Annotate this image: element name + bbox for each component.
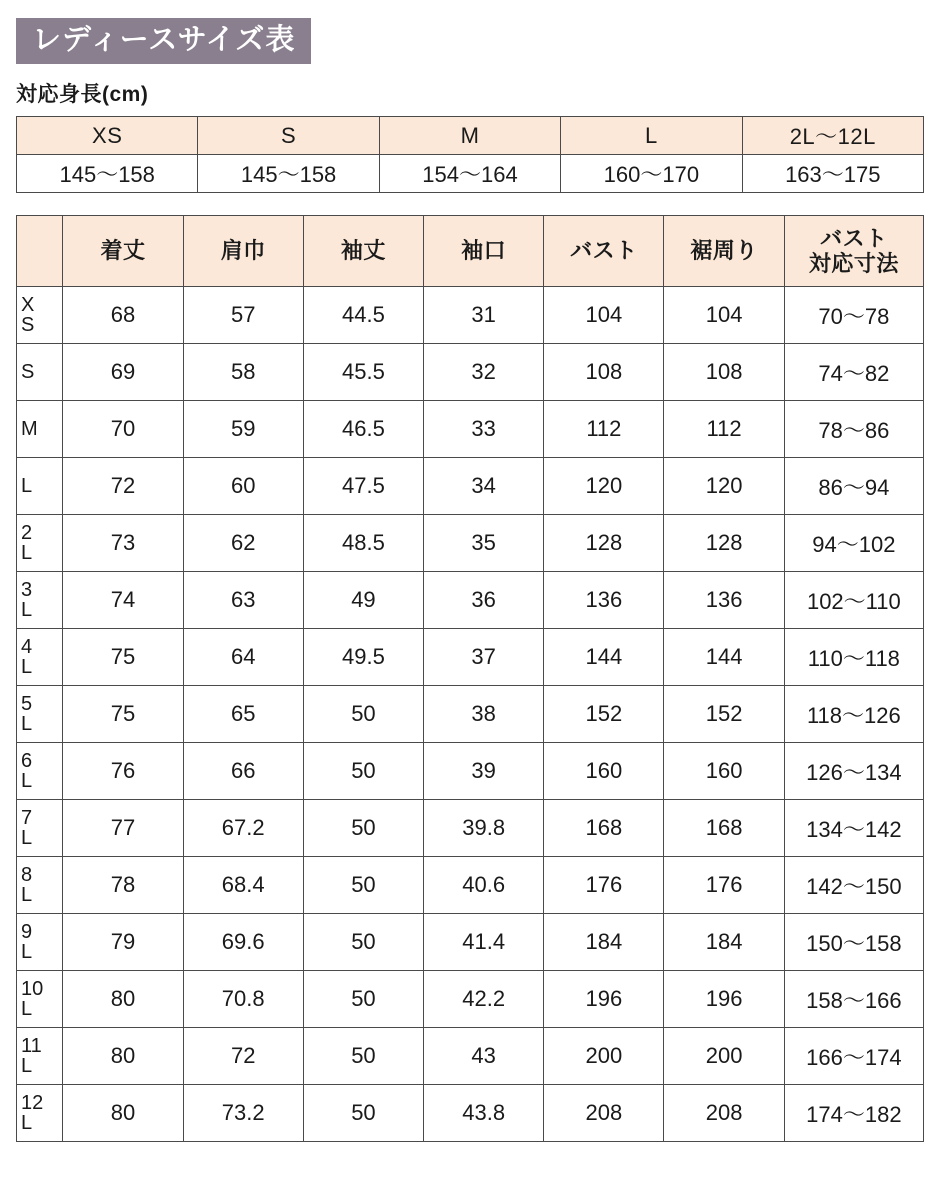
header-bust-fit-line1: バスト [820, 226, 888, 252]
cell-bust: 128 [544, 515, 664, 572]
cell-sodetake: 50 [303, 914, 423, 971]
row-size-line1: X [21, 294, 35, 317]
row-size-line2: L [21, 827, 33, 850]
measurement-section [16, 215, 924, 1142]
row-size-line1: 2 [21, 522, 33, 545]
row-size-line2: S [21, 314, 35, 337]
cell-sodeguchi: 38 [424, 686, 544, 743]
row-size-label [17, 572, 63, 629]
cell-sodetake: 50 [303, 1028, 423, 1085]
row-size-line2: L [21, 713, 33, 736]
cell-bust: 152 [544, 686, 664, 743]
height-size-l: L [561, 117, 742, 155]
cell-bust-fit: 78〜86 [784, 401, 923, 458]
row-size-label [17, 287, 63, 344]
cell-sodeguchi: 40.6 [424, 857, 544, 914]
cell-sodeguchi: 39.8 [424, 800, 544, 857]
row-size-line2: L [21, 941, 33, 964]
row-size-label [17, 344, 63, 401]
cell-kitake: 75 [63, 686, 183, 743]
row-size-line1: 9 [21, 921, 33, 944]
table-row [17, 287, 924, 344]
height-size-xs: XS [17, 117, 198, 155]
cell-kitake: 80 [63, 971, 183, 1028]
cell-bust-fit: 94〜102 [784, 515, 923, 572]
header-size-corner [17, 216, 63, 287]
cell-susomawari: 136 [664, 572, 784, 629]
cell-kitake: 74 [63, 572, 183, 629]
cell-bust-fit: 134〜142 [784, 800, 923, 857]
cell-sodeguchi: 41.4 [424, 914, 544, 971]
cell-bust: 144 [544, 629, 664, 686]
table-row [17, 401, 924, 458]
cell-kitake: 79 [63, 914, 183, 971]
row-size-line1: S [21, 361, 35, 384]
row-size-label [17, 515, 63, 572]
cell-kitake: 68 [63, 287, 183, 344]
cell-bust-fit: 110〜118 [784, 629, 923, 686]
cell-sodeguchi: 36 [424, 572, 544, 629]
cell-katahaba: 67.2 [183, 800, 303, 857]
cell-kitake: 69 [63, 344, 183, 401]
row-size-line1: 8 [21, 864, 33, 887]
table-row [17, 572, 924, 629]
row-size-label [17, 686, 63, 743]
cell-katahaba: 57 [183, 287, 303, 344]
row-size-label [17, 1028, 63, 1085]
header-sodetake: 袖丈 [303, 216, 423, 287]
cell-katahaba: 73.2 [183, 1085, 303, 1142]
cell-sodeguchi: 42.2 [424, 971, 544, 1028]
cell-sodeguchi: 37 [424, 629, 544, 686]
row-size-line1: 4 [21, 636, 33, 659]
table-row [17, 857, 924, 914]
header-katahaba: 肩巾 [183, 216, 303, 287]
table-row [17, 914, 924, 971]
cell-katahaba: 58 [183, 344, 303, 401]
cell-katahaba: 60 [183, 458, 303, 515]
cell-katahaba: 66 [183, 743, 303, 800]
cell-sodeguchi: 35 [424, 515, 544, 572]
cell-sodetake: 44.5 [303, 287, 423, 344]
cell-sodetake: 47.5 [303, 458, 423, 515]
cell-susomawari: 112 [664, 401, 784, 458]
header-kitake: 着丈 [63, 216, 183, 287]
cell-katahaba: 65 [183, 686, 303, 743]
height-size-m: M [379, 117, 560, 155]
cell-bust: 120 [544, 458, 664, 515]
cell-bust: 160 [544, 743, 664, 800]
cell-susomawari: 184 [664, 914, 784, 971]
cell-sodetake: 49 [303, 572, 423, 629]
height-range-s: 145〜158 [198, 155, 379, 193]
cell-bust-fit: 74〜82 [784, 344, 923, 401]
cell-sodetake: 50 [303, 743, 423, 800]
table-row [17, 743, 924, 800]
cell-bust-fit: 150〜158 [784, 914, 923, 971]
height-table-values-row [17, 155, 924, 193]
cell-sodetake: 50 [303, 971, 423, 1028]
table-row [17, 629, 924, 686]
cell-katahaba: 69.6 [183, 914, 303, 971]
cell-sodeguchi: 39 [424, 743, 544, 800]
table-row [17, 515, 924, 572]
cell-katahaba: 72 [183, 1028, 303, 1085]
header-bust: バスト [544, 216, 664, 287]
row-size-line1: 12 [21, 1092, 44, 1115]
cell-bust-fit: 174〜182 [784, 1085, 923, 1142]
row-size-line1: M [21, 418, 38, 441]
row-size-line2: L [21, 998, 33, 1021]
cell-bust: 208 [544, 1085, 664, 1142]
row-size-line1: 11 [21, 1035, 42, 1058]
cell-bust-fit: 142〜150 [784, 857, 923, 914]
cell-sodetake: 50 [303, 800, 423, 857]
table-row [17, 458, 924, 515]
row-size-label [17, 971, 63, 1028]
row-size-label [17, 401, 63, 458]
cell-bust-fit: 118〜126 [784, 686, 923, 743]
header-bust-fit-line2: 対応寸法 [808, 251, 899, 277]
header-sodeguchi: 袖口 [424, 216, 544, 287]
cell-bust-fit: 126〜134 [784, 743, 923, 800]
row-size-line1: 10 [21, 978, 44, 1001]
cell-kitake: 77 [63, 800, 183, 857]
cell-bust-fit: 166〜174 [784, 1028, 923, 1085]
cell-bust-fit: 70〜78 [784, 287, 923, 344]
cell-bust-fit: 102〜110 [784, 572, 923, 629]
height-range-m: 154〜164 [379, 155, 560, 193]
cell-katahaba: 70.8 [183, 971, 303, 1028]
cell-susomawari: 196 [664, 971, 784, 1028]
cell-bust: 112 [544, 401, 664, 458]
cell-katahaba: 63 [183, 572, 303, 629]
cell-sodeguchi: 34 [424, 458, 544, 515]
table-row [17, 971, 924, 1028]
cell-kitake: 76 [63, 743, 183, 800]
measurement-body [17, 287, 924, 1142]
cell-sodeguchi: 43 [424, 1028, 544, 1085]
measurement-table [16, 215, 924, 1142]
cell-sodeguchi: 43.8 [424, 1085, 544, 1142]
row-size-line2: L [21, 770, 33, 793]
cell-bust: 136 [544, 572, 664, 629]
cell-susomawari: 160 [664, 743, 784, 800]
cell-susomawari: 152 [664, 686, 784, 743]
cell-bust: 104 [544, 287, 664, 344]
row-size-label [17, 629, 63, 686]
row-size-label [17, 1085, 63, 1142]
cell-susomawari: 168 [664, 800, 784, 857]
row-size-line1: 5 [21, 693, 33, 716]
cell-susomawari: 208 [664, 1085, 784, 1142]
height-size-s: S [198, 117, 379, 155]
row-size-label [17, 857, 63, 914]
cell-sodetake: 50 [303, 1085, 423, 1142]
cell-katahaba: 64 [183, 629, 303, 686]
cell-bust-fit: 158〜166 [784, 971, 923, 1028]
row-size-label [17, 458, 63, 515]
row-size-line1: L [21, 475, 33, 498]
table-row [17, 800, 924, 857]
row-size-line2: L [21, 656, 33, 679]
cell-susomawari: 104 [664, 287, 784, 344]
cell-susomawari: 128 [664, 515, 784, 572]
cell-katahaba: 68.4 [183, 857, 303, 914]
cell-bust: 168 [544, 800, 664, 857]
table-row [17, 344, 924, 401]
cell-kitake: 75 [63, 629, 183, 686]
height-range-l: 160〜170 [561, 155, 742, 193]
cell-bust: 196 [544, 971, 664, 1028]
header-susomawari: 裾周り [664, 216, 784, 287]
cell-bust: 176 [544, 857, 664, 914]
row-size-line1: 7 [21, 807, 33, 830]
row-size-label [17, 914, 63, 971]
cell-susomawari: 144 [664, 629, 784, 686]
row-size-label [17, 800, 63, 857]
table-row [17, 1085, 924, 1142]
cell-bust: 184 [544, 914, 664, 971]
cell-susomawari: 120 [664, 458, 784, 515]
row-size-line2: L [21, 542, 33, 565]
cell-bust-fit: 86〜94 [784, 458, 923, 515]
cell-sodeguchi: 31 [424, 287, 544, 344]
row-size-line2: L [21, 1055, 33, 1078]
cell-sodeguchi: 33 [424, 401, 544, 458]
height-range-xs: 145〜158 [17, 155, 198, 193]
cell-susomawari: 176 [664, 857, 784, 914]
measurement-header-row [17, 216, 924, 287]
page-title: レディースサイズ表 [16, 18, 311, 64]
cell-sodetake: 50 [303, 857, 423, 914]
height-size-2l-12l: 2L〜12L [742, 117, 923, 155]
table-row [17, 1028, 924, 1085]
cell-sodetake: 49.5 [303, 629, 423, 686]
cell-kitake: 73 [63, 515, 183, 572]
row-size-line1: 3 [21, 579, 33, 602]
cell-katahaba: 59 [183, 401, 303, 458]
row-size-line2: L [21, 1112, 33, 1135]
cell-kitake: 70 [63, 401, 183, 458]
cell-kitake: 80 [63, 1085, 183, 1142]
cell-katahaba: 62 [183, 515, 303, 572]
row-size-line2: L [21, 599, 33, 622]
row-size-line2: L [21, 884, 33, 907]
table-row [17, 686, 924, 743]
row-size-label [17, 743, 63, 800]
cell-bust: 200 [544, 1028, 664, 1085]
cell-sodetake: 46.5 [303, 401, 423, 458]
cell-kitake: 78 [63, 857, 183, 914]
cell-sodetake: 45.5 [303, 344, 423, 401]
cell-sodeguchi: 32 [424, 344, 544, 401]
height-range-2l-12l: 163〜175 [742, 155, 923, 193]
cell-bust: 108 [544, 344, 664, 401]
height-table-header-row [17, 117, 924, 155]
header-bust-fit-size [784, 216, 923, 287]
cell-susomawari: 200 [664, 1028, 784, 1085]
row-size-line1: 6 [21, 750, 33, 773]
cell-sodetake: 50 [303, 686, 423, 743]
cell-kitake: 80 [63, 1028, 183, 1085]
cell-kitake: 72 [63, 458, 183, 515]
height-section-label: 対応身長(cm) [16, 83, 149, 107]
cell-sodetake: 48.5 [303, 515, 423, 572]
cell-susomawari: 108 [664, 344, 784, 401]
height-table [16, 116, 924, 193]
